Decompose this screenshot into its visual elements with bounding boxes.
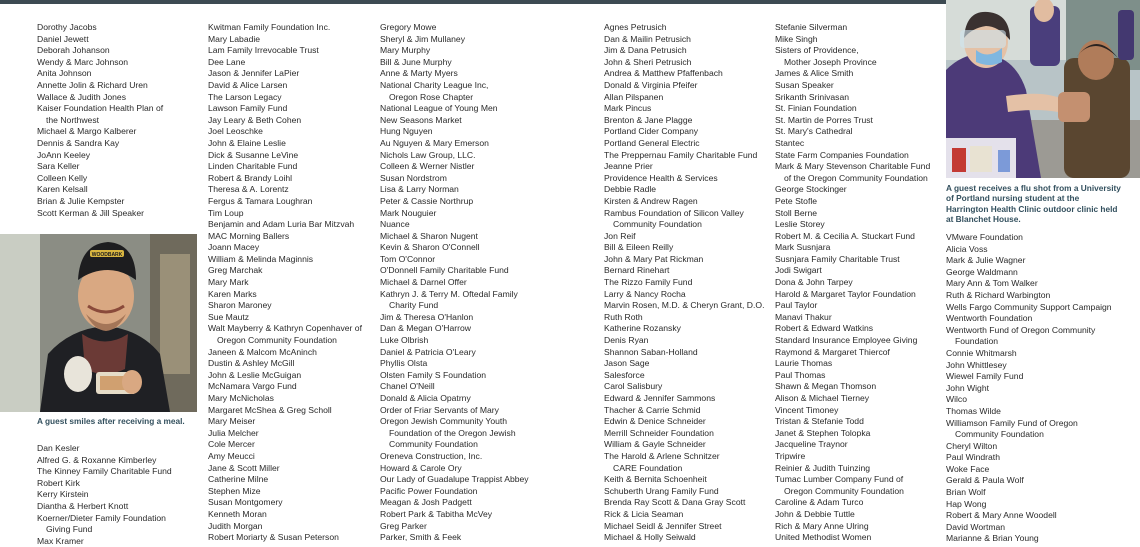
donor-column-5: [775, 22, 945, 544]
donor-name: Manavi Thakur: [775, 311, 832, 322]
donor-name: Shawn & Megan Thomson: [775, 381, 877, 392]
donor-column-1-bottom: [37, 443, 197, 547]
donor-name: Greg Marchak: [208, 265, 263, 276]
donor-name: Mark Nouguier: [380, 207, 437, 218]
donor-name: The Larson Legacy: [208, 91, 282, 102]
donor-name: Au Nguyen & Mary Emerson: [380, 137, 489, 148]
donor-name: Sara Keller: [37, 161, 80, 172]
donor-name: Brenda Ray Scott & Dana Gray Scott: [604, 497, 746, 508]
donor-name: Andrea & Matthew Pfaffenbach: [604, 68, 723, 79]
donor-name: Bill & June Murphy: [380, 56, 452, 67]
donor-name: Janet & Stephen Tolopka: [775, 427, 871, 438]
donor-name: Carol Salisbury: [604, 381, 663, 392]
donor-column-6: [946, 232, 1136, 545]
donor-name: Rambus Foundation of Silicon Valley Community Foundation: [604, 207, 744, 230]
donor-name: Providence Health & Services: [604, 172, 718, 183]
donor-name: Dee Lane: [208, 56, 246, 67]
donor-name: Srikanth Srinivasan: [775, 91, 850, 102]
donor-name: Dona & John Tarpey: [775, 277, 853, 288]
flu-shot-photo: [946, 0, 1140, 178]
donor-name: Williamson Family Fund of Oregon Community Foundation: [946, 417, 1078, 440]
donor-name: Wells Fargo Community Support Campaign: [946, 301, 1112, 312]
donor-name: Thacher & Carrie Schmid: [604, 404, 701, 415]
donor-name: Gerald & Paula Wolf: [946, 475, 1024, 486]
donor-name: George Waldmann: [946, 266, 1018, 277]
donor-name: Mary Labadie: [208, 33, 261, 44]
donor-name: Kenneth Moran: [208, 508, 267, 519]
donor-name: Fergus & Tamara Loughran: [208, 195, 313, 206]
donor-name: Alfred G. & Roxanne Kimberley: [37, 454, 157, 465]
donor-name: Shannon Saban-Holland: [604, 346, 698, 357]
donor-name: State Farm Companies Foundation: [775, 149, 909, 160]
meal-photo-caption: A guest smiles after receiving a meal.: [37, 416, 185, 426]
donor-column-3: [380, 22, 555, 544]
donor-name: Paul Thomas: [775, 369, 826, 380]
donor-name: Amy Meucci: [208, 450, 255, 461]
donor-name: Koerner/Dieter Family Foundation Giving Fund: [37, 512, 166, 535]
donor-name: Oregon Jewish Community Youth Foundation of the Oregon Jewish Community Foundation: [380, 416, 516, 450]
donor-name: St. Finian Foundation: [775, 103, 857, 114]
donor-name: Jodi Swigart: [775, 265, 822, 276]
donor-name: United Methodist Women: [775, 532, 872, 543]
donor-name: Lawson Family Fund: [208, 103, 288, 114]
donor-name: Brian Wolf: [946, 487, 986, 498]
donor-name: John & Sheri Petrusich: [604, 56, 692, 67]
donor-name: Tristan & Stefanie Todd: [775, 416, 864, 427]
donor-name: Wilco: [946, 394, 968, 405]
donor-name: National Charity League Inc, Oregon Rose Chapter: [380, 79, 489, 102]
donor-name: Standard Insurance Employee Giving: [775, 335, 918, 346]
donor-name: Nuance: [380, 219, 410, 230]
beanie-text: WOODBARK: [91, 252, 123, 258]
donor-name: Phyllis Olsta: [380, 358, 428, 369]
donor-name: Woke Face: [946, 463, 990, 474]
donor-name: Agnes Petrusich: [604, 22, 667, 32]
donor-name: Edwin & Denice Schneider: [604, 416, 706, 427]
donor-name: Laurie Thomas: [775, 358, 833, 369]
donor-name: Merrill Schneider Foundation: [604, 427, 714, 438]
donor-name: Susan Speaker: [775, 79, 834, 90]
donor-name: Lisa & Larry Norman: [380, 184, 459, 195]
donor-name: Wiewel Family Fund: [946, 371, 1024, 382]
donor-name: Tom O'Connor: [380, 253, 436, 264]
donor-name: Linden Charitable Fund: [208, 161, 298, 172]
donor-name: Paul Windrath: [946, 452, 1000, 463]
donor-name: Michael & Holly Seiwald: [604, 532, 696, 543]
donor-name: Chanel O'Neill: [380, 381, 435, 392]
donor-name: Tumac Lumber Company Fund of Oregon Community Foundation: [775, 474, 904, 496]
donor-name: Anne & Marty Myers: [380, 68, 458, 79]
donor-name: Connie Whitmarsh: [946, 347, 1017, 358]
donor-name: VMware Foundation: [946, 232, 1023, 242]
donor-name: Dustin & Ashley McGill: [208, 358, 295, 369]
donor-name: Colleen & Werner Nistler: [380, 161, 475, 172]
donor-name: Dan & Mailin Petrusich: [604, 33, 691, 44]
donor-name: Robert M. & Cecilia A. Stuckart Fund: [775, 230, 915, 241]
donor-name: Karen Kelsall: [37, 184, 88, 195]
donor-name: Anita Johnson: [37, 68, 92, 79]
donor-name: Oreneva Construction, Inc.: [380, 450, 483, 461]
donor-name: John Wight: [946, 382, 989, 393]
donor-name: McNamara Vargo Fund: [208, 381, 297, 392]
donor-name: Rick & Licia Seaman: [604, 508, 684, 519]
donor-name: Mary Meiser: [208, 416, 256, 427]
donor-name: Jim & Dana Petrusich: [604, 45, 687, 56]
donor-name: Tripwire: [775, 450, 806, 461]
donor-name: Walt Mayberry & Kathryn Copenhaver of Oregon Community Foundation: [208, 323, 362, 346]
donor-name: Karen Marks: [208, 288, 257, 299]
donor-name: Kwitman Family Foundation Inc.: [208, 22, 331, 32]
donor-name: Peter & Cassie Northrup: [380, 195, 474, 206]
donor-name: Wentworth Fund of Oregon Community Foundation: [946, 324, 1096, 347]
donor-name: Brenton & Jane Plagge: [604, 114, 693, 125]
donor-name: Mike Singh: [775, 33, 818, 44]
donor-name: Vincent Timoney: [775, 404, 839, 415]
donor-name: Nichols Law Group, LLC.: [380, 149, 476, 160]
donor-name: Donald & Virginia Pfeifer: [604, 79, 698, 90]
donor-name: Harold & Margaret Taylor Foundation: [775, 288, 916, 299]
donor-name: Daniel Jewett: [37, 33, 89, 44]
donor-name: Ruth & Richard Warbington: [946, 289, 1051, 300]
donor-name: Alison & Michael Tierney: [775, 393, 870, 403]
donor-name: St. Mary's Cathedral: [775, 126, 853, 137]
donor-name: Judith Morgan: [208, 520, 263, 531]
donor-name: Julia Melcher: [208, 427, 259, 438]
donor-name: John & Leslie McGuigan: [208, 369, 302, 380]
donor-name: Debbie Radle: [604, 184, 657, 195]
donor-name: Jay Leary & Beth Cohen: [208, 114, 302, 125]
donor-name: Kirsten & Andrew Ragen: [604, 195, 698, 206]
donor-name: Michael & Margo Kalberer: [37, 126, 137, 137]
donor-name: Mark Susnjara: [775, 242, 831, 253]
donor-name: St. Martin de Porres Trust: [775, 114, 873, 125]
donor-name: Sisters of Providence, Mother Joseph Province: [775, 45, 877, 67]
donor-name: Michael & Sharon Nugent: [380, 230, 478, 241]
donor-name: Caroline & Adam Turco: [775, 497, 864, 508]
donor-name: Stantec: [775, 137, 805, 148]
donor-name: Edward & Jennifer Sammons: [604, 393, 716, 403]
donor-name: Robert & Edward Watkins: [775, 323, 874, 334]
donor-name: National League of Young Men: [380, 103, 498, 114]
donor-name: Catherine Milne: [208, 474, 269, 485]
donor-name: MAC Morning Ballers: [208, 230, 290, 241]
donor-name: William & Melinda Maginnis: [208, 253, 314, 264]
donor-name: John & Elaine Leslie: [208, 137, 286, 148]
donor-name: Dan Kesler: [37, 443, 80, 453]
donor-name: Jim & Theresa O'Hanlon: [380, 311, 474, 322]
donor-name: Denis Ryan: [604, 335, 649, 346]
donor-name: Dorothy Jacobs: [37, 22, 97, 32]
donor-name: The Kinney Family Charitable Fund: [37, 466, 172, 477]
donor-name: Kaiser Foundation Health Plan of the Northwest: [37, 103, 164, 125]
donor-name: George Stockinger: [775, 184, 847, 195]
donor-name: Katherine Rozansky: [604, 323, 681, 334]
donor-name: Marianne & Brian Young: [946, 533, 1039, 544]
donor-name: O'Donnell Family Charitable Fund: [380, 265, 509, 276]
donor-name: Ruth Roth: [604, 311, 643, 322]
donor-name: Portland General Electric: [604, 137, 700, 148]
donor-name: Cheryl Wilton: [946, 440, 998, 451]
donor-name: Wentworth Foundation: [946, 313, 1033, 324]
donor-name: Jacqueline Traynor: [775, 439, 848, 450]
donor-name: Donald & Alicia Opatrny: [380, 393, 471, 403]
donor-column-1-top: [37, 22, 197, 219]
donor-name: Kathryn J. & Terry M. Oftedal Family Charity Fund: [380, 288, 518, 311]
donor-name: James & Alice Smith: [775, 68, 854, 79]
donor-name: Janeen & Malcom McAninch: [208, 346, 317, 357]
donor-name: Sheryl & Jim Mullaney: [380, 33, 466, 44]
donor-name: Mark & Mary Stevenson Charitable Fund of the Oregon Community Foundation: [775, 161, 931, 183]
donor-name: Annette Jolin & Richard Uren: [37, 79, 148, 90]
donor-name: Margaret McShea & Greg Scholl: [208, 404, 332, 415]
donor-name: William & Gayle Schneider: [604, 439, 706, 450]
donor-name: Schuberth Urang Family Fund: [604, 485, 719, 496]
donor-name: David & Alice Larsen: [208, 79, 288, 90]
donor-name: Dennis & Sandra Kay: [37, 137, 120, 148]
donor-name: Stephen Mize: [208, 485, 261, 496]
donor-name: Scott Kerman & Jill Speaker: [37, 207, 144, 218]
donor-name: The Harold & Arlene Schnitzer CARE Foundation: [604, 450, 720, 473]
donor-name: Allan Pilspanen: [604, 91, 664, 102]
donor-name: New Seasons Market: [380, 114, 462, 125]
donor-name: Keith & Bernita Schoenheit: [604, 474, 707, 485]
donor-name: Lam Family Irrevocable Trust: [208, 45, 319, 56]
donor-name: Michael & Darnel Offer: [380, 277, 467, 288]
donor-name: Rich & Mary Anne Ulring: [775, 520, 869, 531]
donor-name: Luke Olbrish: [380, 335, 429, 346]
donor-name: Daniel & Patricia O'Leary: [380, 346, 476, 357]
donor-name: Kerry Kirstein: [37, 489, 89, 500]
guest-meal-photo: [0, 234, 197, 412]
donor-name: Dan & Megan O'Harrow: [380, 323, 471, 334]
donor-name: Kevin & Sharon O'Connell: [380, 242, 480, 253]
donor-name: David Wortman: [946, 521, 1006, 532]
donor-column-4: [604, 22, 774, 544]
donor-column-2: [208, 22, 373, 544]
donor-name: Deborah Johanson: [37, 45, 110, 56]
donor-name: Theresa & A. Lorentz: [208, 184, 289, 195]
donor-name: Leslie Storey: [775, 219, 825, 230]
donor-name: Gregory Mowe: [380, 22, 437, 32]
donor-name: Pete Stofle: [775, 195, 818, 206]
donor-name: Stefanie Silverman: [775, 22, 848, 32]
donor-name: Susnjara Family Charitable Trust: [775, 253, 900, 264]
donor-name: Salesforce: [604, 369, 645, 380]
donor-name: JoAnn Keeley: [37, 149, 91, 160]
donor-name: Our Lady of Guadalupe Trappist Abbey: [380, 474, 529, 485]
donor-name: Mary Mark: [208, 277, 249, 288]
donor-name: Raymond & Margaret Thiercof: [775, 346, 890, 357]
donor-name: Robert Moriarty & Susan Peterson: [208, 532, 339, 543]
donor-name: Mary McNicholas: [208, 393, 274, 403]
donor-name: Bill & Eileen Reilly: [604, 242, 674, 253]
donor-name: Paul Taylor: [775, 300, 818, 311]
donor-name: Michael Seidl & Jennifer Street: [604, 520, 722, 531]
donor-name: John & Mary Pat Rickman: [604, 253, 704, 264]
donor-name: Wendy & Marc Johnson: [37, 56, 129, 67]
donor-name: Joel Leoschke: [208, 126, 263, 137]
donor-name: Brian & Julie Kempster: [37, 195, 125, 206]
donor-name: Sharon Maroney: [208, 300, 272, 311]
donor-name: Wallace & Judith Jones: [37, 91, 127, 102]
donor-name: Susan Montgomery: [208, 497, 283, 508]
donor-name: John Whittlesey: [946, 359, 1007, 370]
donor-name: Susan Nordstrom: [380, 172, 447, 183]
donor-name: Jason & Jennifer LaPier: [208, 68, 300, 79]
donor-name: Sue Mautz: [208, 311, 250, 322]
donor-name: Mark Pincus: [604, 103, 652, 114]
donor-name: Bernard Rinehart: [604, 265, 670, 276]
donor-name: Larry & Nancy Rocha: [604, 288, 686, 299]
donor-name: Robert Kirk: [37, 477, 80, 488]
donor-name: Cole Mercer: [208, 439, 255, 450]
donor-name: Robert & Brandy Loihl: [208, 172, 293, 183]
donor-name: Benjamin and Adam Luria Bar Mitzvah: [208, 219, 355, 230]
donor-name: Diantha & Herbert Knott: [37, 500, 129, 511]
donor-name: Mary Murphy: [380, 45, 431, 56]
donor-name: Jane & Scott Miller: [208, 462, 280, 473]
donor-name: Joann Macey: [208, 242, 260, 253]
flu-shot-photo-caption: A guest receives a flu shot from a University of Portland nursing student at the Harrington Health Clinic outdoor clinic held at Blanchet House.: [946, 183, 1121, 225]
donor-name: Pacific Power Foundation: [380, 485, 478, 496]
donor-name: Max Kramer: [37, 535, 84, 546]
donor-name: Parker, Smith & Feek: [380, 532, 462, 543]
donor-name: Hap Wong: [946, 498, 987, 509]
donor-name: Jeanne Prier: [604, 161, 653, 172]
donor-name: Alicia Voss: [946, 243, 988, 254]
donor-name: Robert Park & Tabitha McVey: [380, 508, 493, 519]
donor-name: Jason Sage: [604, 358, 650, 369]
donor-name: Stoll Berne: [775, 207, 818, 218]
donor-name: Jon Reif: [604, 230, 636, 241]
donor-name: Olsten Family S Foundation: [380, 369, 487, 380]
donor-name: Meagan & Josh Padgett: [380, 497, 472, 508]
donor-name: The Rizzo Family Fund: [604, 277, 693, 288]
donor-name: Reinier & Judith Tuinzing: [775, 462, 871, 473]
donor-name: Robert & Mary Anne Woodell: [946, 510, 1057, 521]
donor-name: Dick & Susanne LeVine: [208, 149, 299, 160]
donor-name: John & Debbie Tuttle: [775, 508, 855, 519]
donor-name: Marvin Rosen, M.D. & Cheryn Grant, D.O.: [604, 300, 765, 311]
donor-name: Greg Parker: [380, 520, 427, 531]
donor-name: Howard & Carole Ory: [380, 462, 462, 473]
donor-name: Hung Nguyen: [380, 126, 433, 137]
donor-name: Thomas Wilde: [946, 405, 1001, 416]
donor-name: Mark & Julie Wagner: [946, 255, 1026, 266]
donor-name: Order of Friar Servants of Mary: [380, 404, 499, 415]
donor-name: Tim Loup: [208, 207, 244, 218]
donor-name: Colleen Kelly: [37, 172, 88, 183]
donor-name: Portland Cider Company: [604, 126, 699, 137]
donor-name: Mary Ann & Tom Walker: [946, 278, 1038, 289]
donor-name: The Preppernau Family Charitable Fund: [604, 149, 758, 160]
